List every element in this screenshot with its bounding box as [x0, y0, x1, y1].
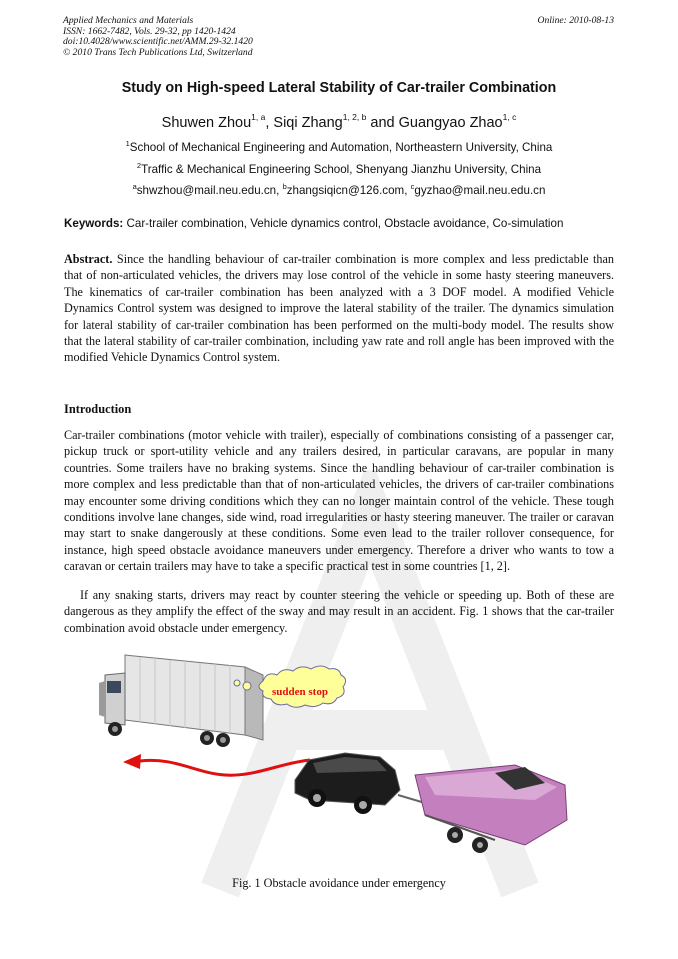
figure-obstacle-avoidance: [95, 645, 595, 865]
author-affil-sup: 1, 2, b: [342, 112, 367, 122]
email-line: [0, 182, 678, 197]
path-arrow-icon: [123, 754, 141, 769]
journal-name: Applied Mechanics and Materials: [63, 15, 194, 26]
author-list: [0, 112, 678, 131]
email-address: gyzhao@mail.neu.edu.cn: [414, 184, 546, 197]
intro-paragraph-2: If any snaking starts, drivers may react by counter steering the vehicle or speeding up. Both of these are dangerous as they amplify the effect of the sway and may result in an accident. Fig. 1 shows that the car-trailer combination avoid obstacle under emergency.: [64, 588, 614, 635]
author-affil-sup: 1, c: [502, 112, 517, 122]
email-address: zhangsiqicn@126.com,: [286, 184, 411, 197]
author-affil-sup: 1, a: [251, 112, 266, 122]
author-name: Siqi Zhang: [273, 115, 343, 131]
boat-trailer-illustration: [415, 765, 567, 853]
journal-header: [63, 16, 253, 58]
email-sup: b: [282, 182, 287, 191]
affiliation-1: [0, 139, 678, 154]
abstract: [64, 251, 614, 366]
affiliation-2: [0, 161, 678, 176]
paper-title: Study on High-speed Lateral Stability of Car-trailer Combination: [121, 80, 557, 96]
author-name: Shuwen Zhou: [161, 115, 252, 131]
evasion-path: [140, 760, 310, 775]
keywords: [64, 217, 624, 230]
section-heading: Introduction: [64, 402, 132, 416]
author-sep: ,: [265, 115, 274, 131]
copyright-line: © 2010 Trans Tech Publications Ltd, Switzerland: [63, 46, 253, 58]
author-sep: and: [366, 115, 399, 131]
car-illustration: [295, 753, 425, 814]
affil-text: School of Mechanical Engineering and Automation, Northeastern University, China: [129, 141, 553, 154]
doi-line: doi:10.4028/www.scientific.net/AMM.29-32.1420: [63, 36, 253, 48]
email-address: shwzhou@mail.neu.edu.cn,: [136, 184, 283, 197]
issn-line: ISSN: 1662-7482, Vols. 29-32, pp 1420-1424: [63, 25, 236, 37]
figure-caption: Fig. 1 Obstacle avoidance under emergency: [232, 876, 446, 890]
keywords-text: Car-trailer combination, Vehicle dynamics control, Obstacle avoidance, Co-simulation: [123, 217, 564, 230]
abstract-label: Abstract.: [64, 252, 113, 266]
affil-text: Traffic & Mechanical Engineering School, Shenyang Jianzhu University, China: [141, 163, 542, 176]
intro-paragraph-1: Car-trailer combinations (motor vehicle with trailer), especially of combinations consisting of a passenger car, pickup truck or sport-utility vehicle and any trailers desired, in particular caravans, are popular in many countries. Some trailers have no braking systems. Since the handling behaviour of car-trailer combination is more complex and less predictable than that of non-articulated vehicles, the drivers of car-trailer combinations may encounter some driving conditions which they can no longer maintain control of the vehicle. These tough conditions involve lane changes, side wind, road irregularities or hasty steering maneuver. The trailer or caravan may start to snake dangerously at these conditions. Some even lead to the trailer rollover consequence, for instance, high speed obstacle avoidance maneuvers under emergency. Therefore a driver who wants to tow a caravan or certain trailers may have to take a specific practical test in some countries [1, 2].: [64, 428, 614, 574]
email-sup: c: [410, 182, 415, 191]
author-name: Guangyao Zhao: [398, 115, 503, 131]
online-date: Online: 2010-08-13: [537, 15, 614, 26]
email-sup: a: [132, 182, 137, 191]
bubble-text: sudden stop: [272, 686, 328, 698]
affil-sup: 1: [125, 139, 130, 148]
affil-sup: 2: [136, 161, 142, 170]
truck-illustration: [99, 655, 263, 747]
abstract-text: Since the handling behaviour of car-trailer combination is more complex and less predictable than that of non-articulated vehicles, the drivers may lose control of the vehicle in some hasty steering maneuvers. The kinematics of car-trailer combination has been analyzed with a 3 DOF model. A modified Vehicle Dynamics Control system was designed to improve the lateral stability of the trailer. The dynamics simulation for lateral stability of car-trailer combination has been performed on the multi-body model. The results show that the lateral stability of car-trailer combination, including yaw rate and roll angle has been improved with the modified Vehicle Dynamics Control system.: [64, 252, 614, 365]
keywords-label: Keywords:: [64, 217, 124, 230]
